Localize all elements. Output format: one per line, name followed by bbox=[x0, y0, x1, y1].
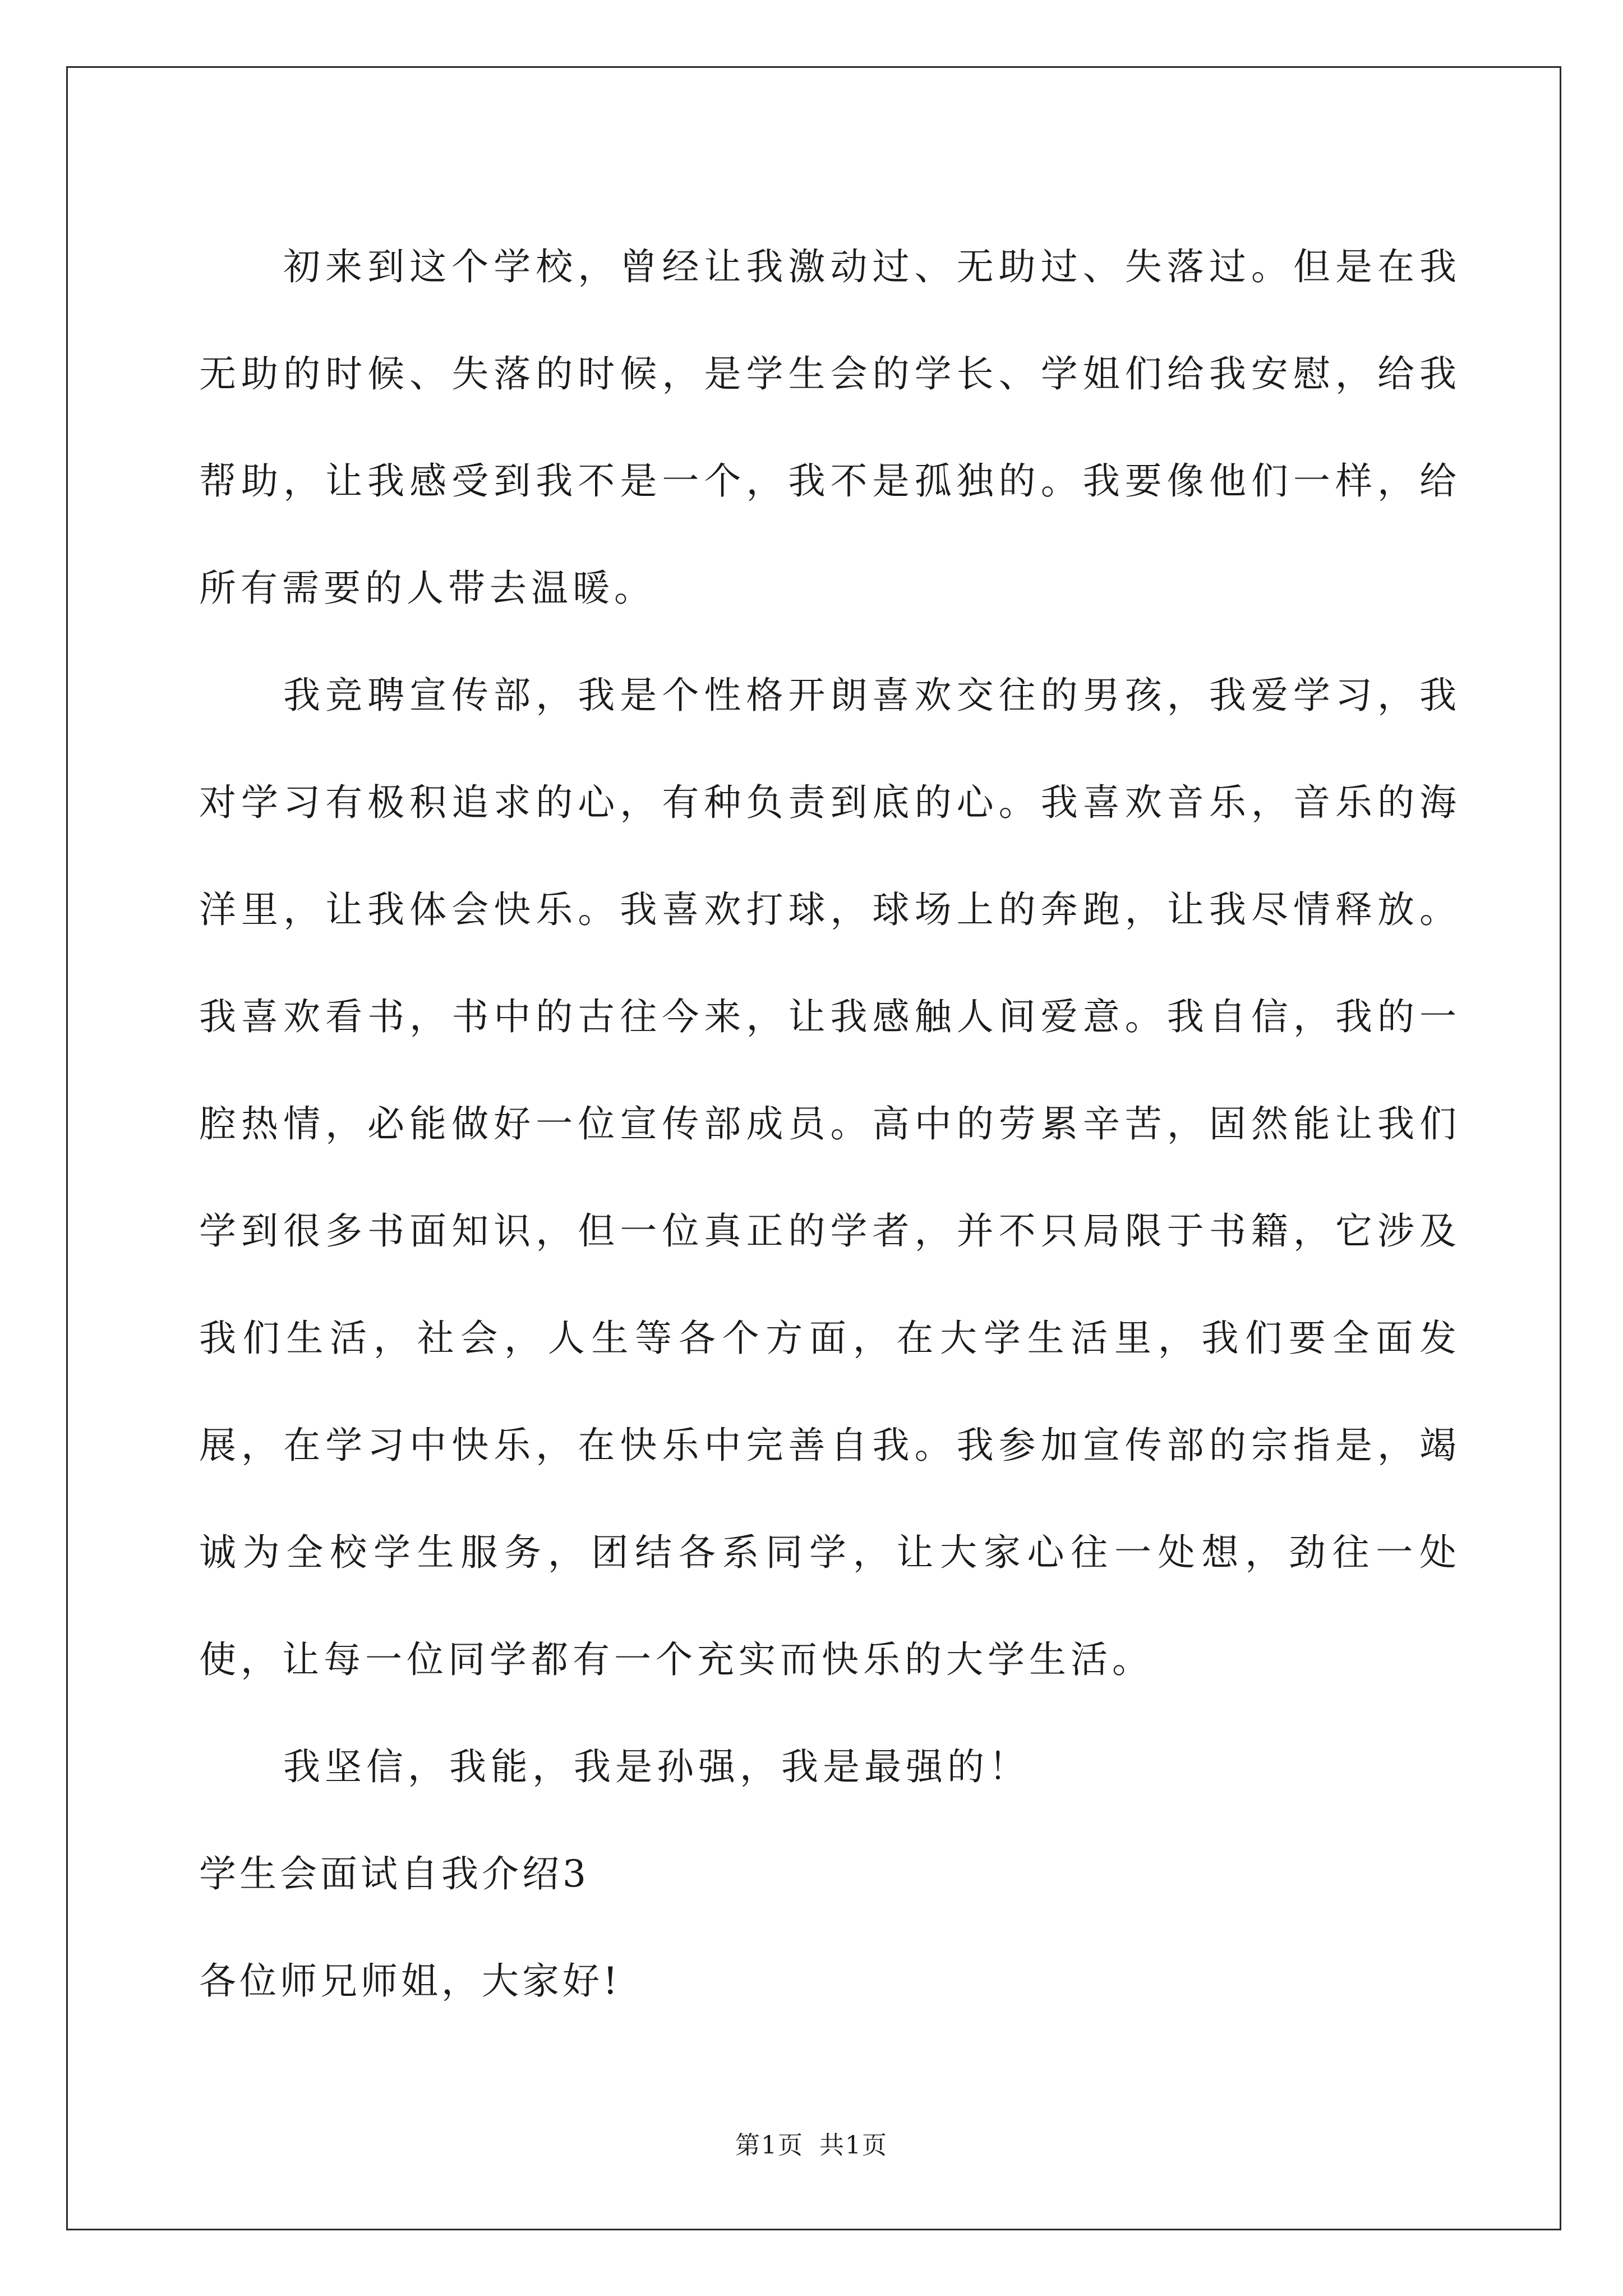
section-title: 学生会面试自我介绍3 bbox=[199, 1852, 589, 1895]
page-number: 第1页 bbox=[735, 2131, 804, 2160]
document-body bbox=[199, 213, 1461, 2035]
greeting: 各位师兄师姐，大家好! bbox=[199, 1959, 621, 2003]
paragraph-3: 我坚信，我能，我是孙强，我是最强的！ bbox=[283, 1745, 1030, 1788]
page-total: 共1页 bbox=[819, 2131, 888, 2160]
paragraph-1: 初来到这个学校，曾经让我激动过、无助过、失落过。但是在我无助的时候、失落的时候，是学生会的学长、学姐们给我安慰，给我帮助，让我感受到我不是一个，我不是孤独的。我要像他们一样，给所有需要的人带去温暖。 bbox=[199, 245, 1461, 610]
paragraph-2: 我竞聘宣传部，我是个性格开朗喜欢交往的男孩，我爱学习，我对学习有极积追求的心，有种负责到底的心。我喜欢音乐，音乐的海洋里，让我体会快乐。我喜欢打球，球场上的奔跑，让我尽情释放。我喜欢看书，书中的古往今来，让我感触人间爱意。我自信，我的一腔热情，必能做好一位宣传部成员。高中的劳累辛苦，固然能让我们学到很多书面知识，但一位真正的学者，并不只局限于书籍，它涉及我们生活，社会，人生等各个方面，在大学生活里，我们要全面发展，在学习中快乐，在快乐中完善自我。我参加宣传部的宗指是，竭诚为全校学生服务，团结各系同学，让大家心往一处想，劲往一处使，让每一位同学都有一个充实而快乐的大学生活。 bbox=[199, 674, 1461, 1681]
page-footer bbox=[0, 2125, 1623, 2161]
